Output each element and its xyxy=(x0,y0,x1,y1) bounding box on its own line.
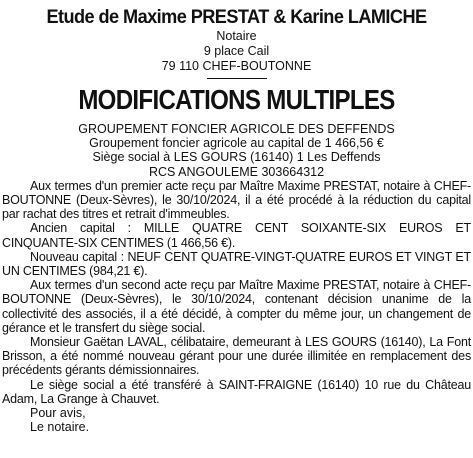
paragraph-old-capital: Ancien capital : MILLE QUATRE CENT SOIXANTE-SIX EUROS ET CINQUANTE-SIX CENTIMES (1 466,56 €). xyxy=(2,221,471,250)
notary-title: Notaire xyxy=(216,29,257,43)
company-name: GROUPEMENT FONCIER AGRICOLE DES DEFFENDS xyxy=(78,122,395,136)
paragraph-second-act: Aux termes d'un second acte reçu par Maître Maxime PRESTAT, notaire à CHEF-BOUTONNE (Deux-Sèvres), le 30/10/2024, contenant décision unanime de la collectivité des associés, il a été décidé, à compter du même jour, un changement de gérance et le transfert du siège social. xyxy=(2,278,471,335)
notice-title: MODIFICATIONS MULTIPLES xyxy=(78,84,395,115)
firm-name: Etude de Maxime PRESTAT & Karine LAMICHE xyxy=(46,6,427,28)
notary-street: 9 place Cail xyxy=(203,44,270,58)
paragraph-new-capital: Nouveau capital : NEUF CENT QUATRE-VINGT-QUATRE EUROS ET VINGT ET UN CENTIMES (984,21 €). xyxy=(2,249,471,279)
paragraph-seat-transfer: Le siège social a été transféré à SAINT-FRAIGNE (16140) 10 rue du Château Adam, La Grange à Chauvet. xyxy=(2,377,471,406)
company-rcs: RCS ANGOULEME 303664312 xyxy=(148,164,325,179)
paragraph-first-act: Aux termes d'un premier acte reçu par Maître Maxime PRESTAT, notaire à CHEF-BOUTONNE (Deux-Sèvres), le 30/10/2024, il a été procédé à la réduction du capital par rachat des titres et retrait d'immeubles. xyxy=(2,178,471,222)
notary-city: 79 110 CHEF-BOUTONNE xyxy=(161,59,312,73)
closing-pour-avis: Pour avis, xyxy=(30,406,86,421)
paragraph-new-manager: Monsieur Gaëtan LAVAL, célibataire, demeurant à LES GOURS (16140), La Font Brisson, a été nommé nouveau gérant pour une durée illimitée en remplacement des précédents gérants démissionnaires. xyxy=(2,335,471,378)
company-seat: Siège social à LES GOURS (16140) 1 Les Deffends xyxy=(92,150,381,165)
header-divider xyxy=(207,78,267,79)
company-capital: Groupement foncier agricole au capital de 1 466,56 € xyxy=(89,136,384,151)
closing-signature: Le notaire. xyxy=(30,420,90,435)
